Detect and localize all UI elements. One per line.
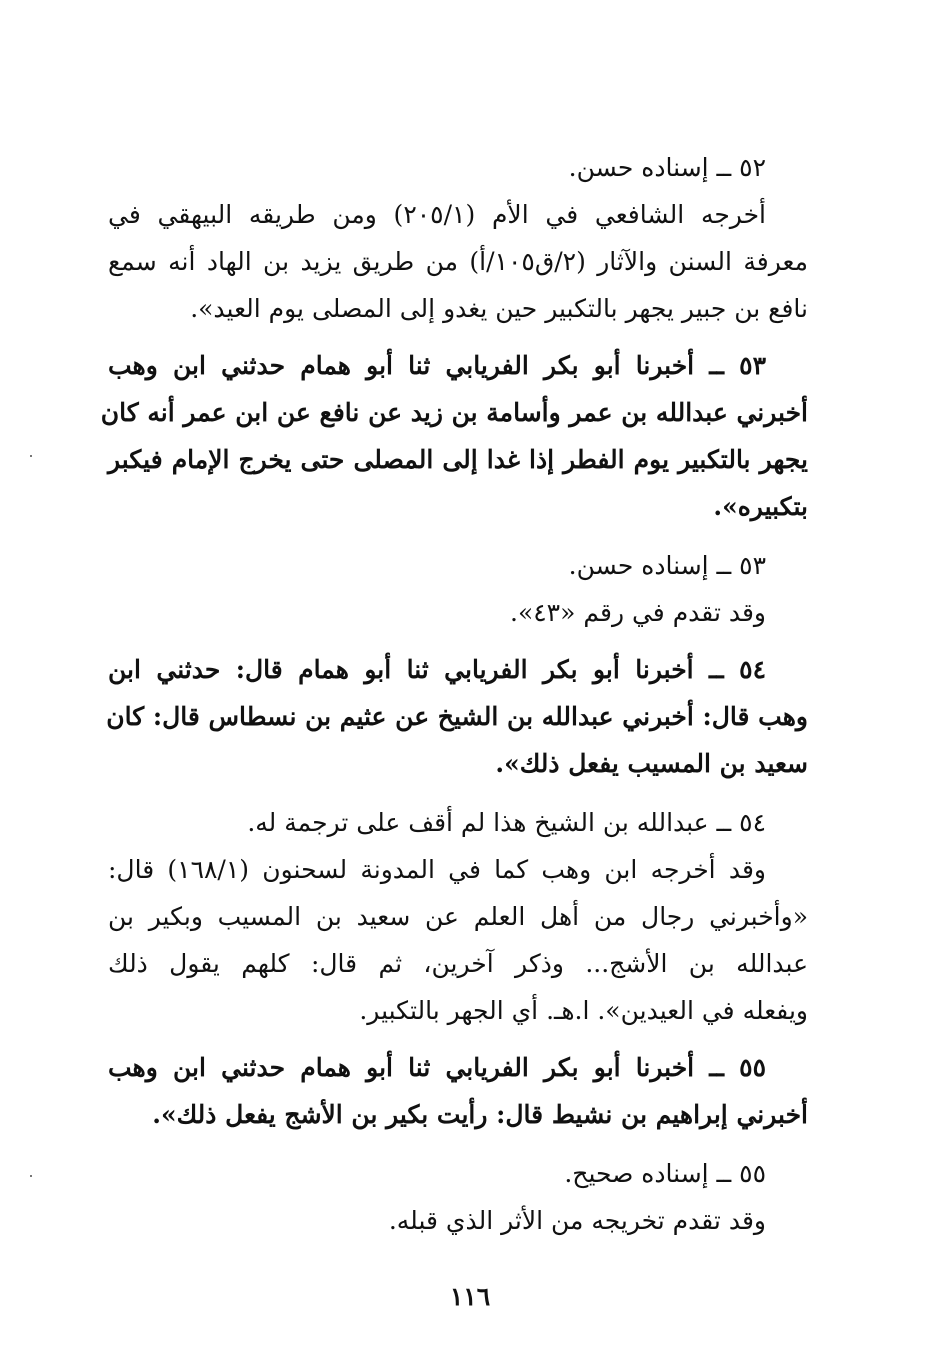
note-52-line: أخرجه الشافعي في الأم (٢٠٥/١) ومن طريقه البيهقي في (108, 200, 766, 229)
note-54-line: «وأخبرني رجال من أهل العلم عن سعيد بن المسيب وبكير بن (108, 902, 808, 931)
note-54-line: ويفعله في العيدين». ا.هـ. أي الجهر بالتكبير. (359, 996, 808, 1025)
note-53-heading: ٥٣ ــ إسناده حسن. (568, 551, 766, 580)
page-body (100, 140, 808, 1252)
hadith-54 (108, 646, 808, 787)
note-55-heading: ٥٥ ــ إسناده صحيح. (564, 1159, 766, 1188)
hadith-53-line: ٥٣ ــ أخبرنا أبو بكر الفريابي ثنا أبو همام حدثني ابن وهب (108, 351, 766, 380)
note-54-line: عبدالله بن الأشج... وذكر آخرين، ثم قال: كلهم يقول ذلك (108, 949, 808, 978)
hadith-53-line: أخبرني عبدالله بن عمر وأسامة بن زيد عن نافع عن ابن عمر أنه كان (100, 398, 808, 427)
scan-speck (30, 1175, 32, 1177)
hadith-54-line: ٥٤ ــ أخبرنا أبو بكر الفريابي ثنا أبو همام قال: حدثني ابن (108, 655, 766, 684)
note-52 (108, 144, 808, 332)
note-52-heading: ٥٢ ــ إسناده حسن. (568, 153, 766, 182)
hadith-55-line: أخبرني إبراهيم بن نشيط قال: رأيت بكير بن الأشج يفعل ذلك». (152, 1100, 808, 1129)
hadith-54-line: وهب قال: أخبرني عبدالله بن الشيخ عن عثيم بن نسطاس قال: كان (106, 702, 808, 731)
hadith-53-line: يجهر بالتكبير يوم الفطر إذا غدا إلى المصلى حتى يخرج الإمام فيكبر (108, 445, 808, 474)
hadith-53-line: بتكبيره». (713, 492, 808, 521)
note-53-line: وقد تقدم في رقم «٤٣». (510, 598, 766, 627)
note-52-line: معرفة السنن والآثار (٢/ق١٠٥/أ) من طريق يزيد بن الهاد أنه سمع (108, 247, 808, 276)
hadith-53 (100, 342, 808, 530)
note-55-line: وقد تقدم تخريجه من الأثر الذي قبله. (388, 1206, 766, 1235)
hadith-55 (108, 1044, 808, 1138)
scan-speck (30, 455, 32, 457)
page-number: ١١٦ (449, 1282, 491, 1311)
note-52-line: نافع بن جبير يجهر بالتكبير حين يغدو إلى المصلى يوم العيد». (190, 294, 808, 323)
note-54 (108, 799, 808, 1034)
hadith-55-line: ٥٥ ــ أخبرنا أبو بكر الفريابي ثنا أبو همام حدثني ابن وهب (108, 1053, 766, 1082)
note-55 (108, 1150, 808, 1244)
note-54-heading: ٥٤ ــ عبدالله بن الشيخ هذا لم أقف على ترجمة له. (247, 808, 766, 837)
note-53 (108, 542, 808, 636)
note-54-line: وقد أخرجه ابن وهب كما في المدونة لسحنون (١٦٨/١) قال: (108, 855, 766, 884)
hadith-54-line: سعيد بن المسيب يفعل ذلك». (495, 749, 808, 778)
